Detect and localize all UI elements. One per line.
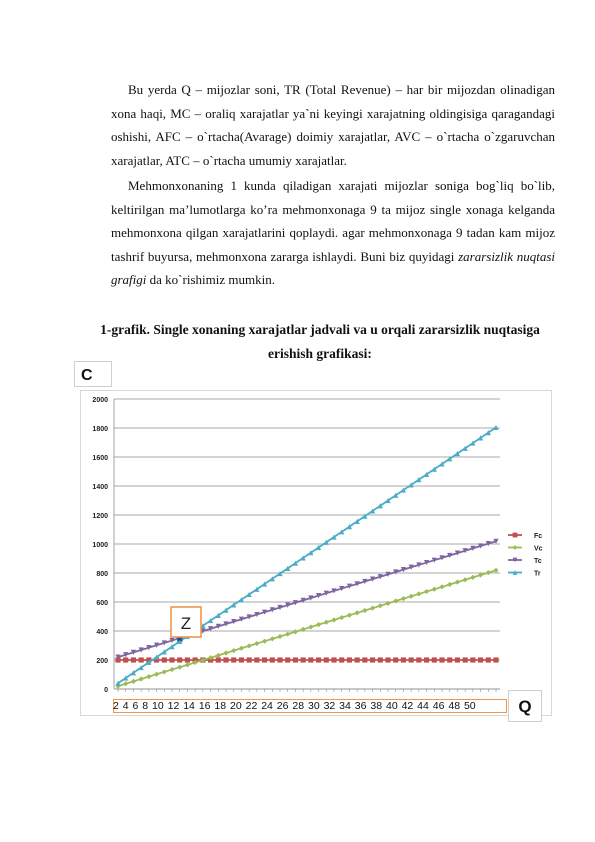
point-vc <box>470 575 475 580</box>
point-fc <box>277 657 282 662</box>
point-fc <box>463 657 468 662</box>
point-fc <box>316 657 321 662</box>
y-tick-label: 1800 <box>92 426 108 433</box>
point-vc <box>308 624 313 629</box>
legend-label-fc: Fc <box>534 533 543 540</box>
legend-label-tr: Tr <box>534 570 541 578</box>
point-fc <box>231 657 236 662</box>
point-vc <box>247 643 252 648</box>
point-fc <box>262 657 267 662</box>
point-vc <box>285 632 290 637</box>
point-vc <box>185 662 190 667</box>
point-vc <box>355 610 360 615</box>
point-vc <box>370 606 375 611</box>
point-fc <box>424 657 429 662</box>
figure-caption: 1-grafik. Single xonaning xarajatlar jadvali va u orqali zararsizlik nuqtasiga erishish grafikasi: <box>100 322 540 361</box>
point-tr <box>493 425 498 430</box>
point-vc <box>385 601 390 606</box>
point-vc <box>324 620 329 625</box>
legend-marker <box>513 545 518 550</box>
point-fc <box>239 657 244 662</box>
point-vc <box>463 577 468 582</box>
point-fc <box>362 657 367 662</box>
point-fc <box>347 657 352 662</box>
point-vc <box>277 634 282 639</box>
point-vc <box>393 598 398 603</box>
point-fc <box>169 657 174 662</box>
point-fc <box>493 657 498 662</box>
point-fc <box>370 657 375 662</box>
point-vc <box>139 676 144 681</box>
y-tick-label: 1000 <box>92 542 108 549</box>
chart-reference: zararsizlik nuqtasi grafigi <box>111 248 556 287</box>
y-tick-label: 2000 <box>92 397 108 404</box>
y-tick-label: 0 <box>104 687 108 694</box>
point-fc <box>254 657 259 662</box>
point-fc <box>455 657 460 662</box>
point-vc <box>177 665 182 670</box>
y-tick-label: 1200 <box>92 513 108 520</box>
point-fc <box>331 657 336 662</box>
point-vc <box>123 681 128 686</box>
series-line-tc <box>118 541 496 657</box>
point-fc <box>162 657 167 662</box>
point-fc <box>409 657 414 662</box>
point-vc <box>131 679 136 684</box>
explanation-tail: da ko`rishimiz mumkin. <box>146 272 275 287</box>
point-fc <box>486 657 491 662</box>
point-vc <box>409 594 414 599</box>
point-fc <box>139 657 144 662</box>
y-axis-letter: C <box>74 361 112 387</box>
point-vc <box>254 641 259 646</box>
point-fc <box>285 657 290 662</box>
point-vc <box>293 629 298 634</box>
explanation-text: Mehmonxonaning 1 kunda qiladigan xarajati mijozlar soniga bog`liq bo`lib, keltirilgan ma’lumotlarga ko’ra mehmonxonaga 9 ta mijoz single xonaga kelganda mehmonxona qilgan xarajatlarini qoplaydi. agar mehmonxonaga 9 tadan kam mijoz tashrif buyursa, mehmonxona zararga ishlaydi. Buni biz quyidagi <box>111 178 555 264</box>
point-fc <box>185 657 190 662</box>
point-fc <box>385 657 390 662</box>
point-fc <box>270 657 275 662</box>
point-vc <box>169 667 174 672</box>
point-vc <box>439 584 444 589</box>
point-fc <box>401 657 406 662</box>
point-fc <box>293 657 298 662</box>
point-vc <box>146 674 151 679</box>
point-vc <box>339 615 344 620</box>
point-fc <box>470 657 475 662</box>
point-fc <box>223 657 228 662</box>
point-vc <box>316 622 321 627</box>
point-vc <box>216 653 221 658</box>
point-fc <box>216 657 221 662</box>
point-fc <box>131 657 136 662</box>
y-tick-label: 1400 <box>92 484 108 491</box>
point-fc <box>432 657 437 662</box>
y-tick-label: 800 <box>96 571 108 578</box>
point-vc <box>424 589 429 594</box>
z-label: Z <box>180 614 192 633</box>
point-fc <box>339 657 344 662</box>
point-fc <box>355 657 360 662</box>
point-fc <box>247 657 252 662</box>
point-fc <box>393 657 398 662</box>
point-vc <box>347 613 352 618</box>
point-fc <box>378 657 383 662</box>
point-fc <box>439 657 444 662</box>
point-vc <box>331 617 336 622</box>
point-fc <box>177 657 182 662</box>
point-vc <box>493 568 498 573</box>
point-vc <box>362 608 367 613</box>
y-tick-label: 600 <box>96 600 108 607</box>
series-line-tr <box>118 427 496 683</box>
point-vc <box>401 596 406 601</box>
x-axis-tick-labels: 2 4 6 8 10 12 14 16 18 20 22 24 26 28 30 32 34 36 38 40 42 44 46 48 50 <box>113 700 476 712</box>
point-vc <box>455 580 460 585</box>
intro-paragraph: Bu yerda Q – mijozlar soni, TR (Total Revenue) – har bir mijozdan olinadigan xona haqi, MC – oraliq xarajatlar ya`ni keyingi xarajatning oldingisiga qaragandagi oshishi, AFC – o`rtacha(Avarage) doimiy xarajatlar, AVC – o`rtacha o`zgaruvchan xarajatlar, ATC – o`rtacha umumiy xarajatlar. <box>111 82 555 168</box>
point-vc <box>486 570 491 575</box>
point-vc <box>231 648 236 653</box>
point-vc <box>162 669 167 674</box>
x-axis-letter: Q <box>508 690 542 722</box>
point-vc <box>154 672 159 677</box>
point-fc <box>324 657 329 662</box>
point-fc <box>308 657 313 662</box>
point-vc <box>270 636 275 641</box>
point-fc <box>123 657 128 662</box>
point-vc <box>378 603 383 608</box>
point-fc <box>416 657 421 662</box>
legend-marker <box>513 533 518 538</box>
point-vc <box>416 591 421 596</box>
y-tick-label: 200 <box>96 658 108 665</box>
point-fc <box>478 657 483 662</box>
y-tick-label: 400 <box>96 629 108 636</box>
legend-label-tc: Tc <box>534 558 542 565</box>
point-vc <box>447 582 452 587</box>
point-fc <box>301 657 306 662</box>
legend-label-vc: Vc <box>534 545 543 553</box>
point-vc <box>432 587 437 592</box>
point-vc <box>223 650 228 655</box>
y-tick-label: 1600 <box>92 455 108 462</box>
point-fc <box>447 657 452 662</box>
point-vc <box>262 639 267 644</box>
point-vc <box>239 646 244 651</box>
